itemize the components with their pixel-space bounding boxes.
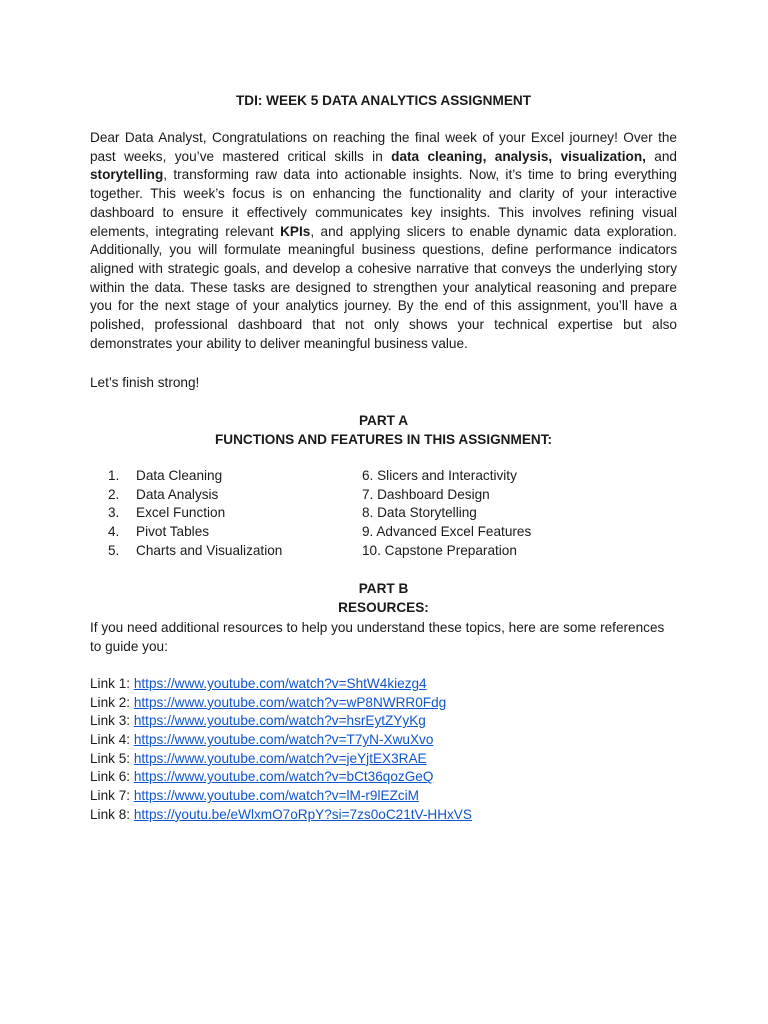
- resource-link[interactable]: https://www.youtube.com/watch?v=bCt36qozGeQ: [133, 769, 434, 785]
- link-row: [90, 712, 472, 731]
- feature-label: Excel Function: [136, 505, 226, 521]
- link-label: Link 2:: [90, 694, 134, 710]
- link-label: Link 3:: [90, 713, 134, 729]
- document-title: TDI: WEEK 5 DATA ANALYTICS ASSIGNMENT: [235, 93, 532, 108]
- intro-text-2: and: [645, 148, 677, 164]
- link-row: [90, 731, 472, 750]
- link-label: Link 1:: [90, 676, 134, 691]
- link-row: [90, 768, 472, 787]
- link-label: Link 5:: [90, 750, 134, 766]
- feature-list-left: [108, 467, 282, 560]
- intro-text-4: , and applying slicers to enable dynamic data exploration. Additionally, you will formulate meaningful business questions, define performance indicators aligned with strategic goals, and develop a cohesive narrative that conveys the underlying story within the data. These tasks are designed to strengthen your analytical reasoning and prepare you for the next stage of your analytics journey. By the end of this assignment, you’ll have a polished, professional dashboard that not only shows your technical expertise but also demonstrates your ability to deliver meaningful business value.: [90, 223, 678, 351]
- feature-item: [108, 504, 282, 523]
- feature-item: [108, 486, 282, 505]
- resource-link[interactable]: https://www.youtube.com/watch?v=ShtW4kiezg4: [133, 676, 427, 691]
- resource-link[interactable]: https://www.youtube.com/watch?v=hsrEytZYyKg: [133, 713, 426, 729]
- feature-label: Data Analysis: [136, 486, 219, 502]
- link-label: Link 6:: [90, 769, 134, 785]
- intro-bold-storytelling: storytelling: [90, 167, 164, 183]
- feature-item: [108, 467, 282, 486]
- part-a-label: PART A: [358, 413, 409, 428]
- feature-number: 5.: [108, 542, 120, 558]
- part-a-header: [90, 412, 677, 449]
- resource-link[interactable]: https://www.youtube.com/watch?v=wP8NWRR0Fdg: [133, 694, 447, 710]
- feature-list-right: [362, 467, 531, 560]
- feature-number: 3.: [108, 505, 120, 521]
- part-a-heading: FUNCTIONS AND FEATURES IN THIS ASSIGNMENT:: [214, 431, 553, 447]
- feature-number: 4.: [108, 524, 120, 540]
- feature-item: 8. Data Storytelling: [362, 505, 477, 521]
- feature-number: 1.: [108, 468, 120, 483]
- resource-link[interactable]: https://www.youtube.com/watch?v=lM-r9lEZciM: [133, 788, 420, 804]
- feature-item: [108, 523, 282, 542]
- intro-text-1: Dear Data Analyst, Congratulations on reaching the final week of your Excel journey! Over the past weeks, you’ve mastered critical skills in: [90, 130, 677, 164]
- closing-line: Let’s finish strong!: [90, 375, 200, 390]
- feature-label: Data Cleaning: [136, 468, 223, 483]
- intro-bold-skills: data cleaning, analysis, visualization,: [391, 148, 646, 164]
- part-b-label: PART B: [358, 581, 409, 596]
- feature-label: Pivot Tables: [136, 524, 210, 540]
- feature-item: 10. Capstone Preparation: [362, 542, 517, 558]
- link-row: [90, 694, 472, 713]
- link-label: Link 7:: [90, 788, 134, 804]
- feature-item: 9. Advanced Excel Features: [362, 524, 532, 540]
- feature-item: [108, 542, 282, 561]
- part-b-header: [90, 580, 677, 617]
- resource-link[interactable]: https://www.youtube.com/watch?v=T7yN-XwuXvo: [133, 732, 434, 748]
- feature-label: Charts and Visualization: [136, 542, 283, 558]
- link-row: [90, 750, 472, 769]
- resource-link[interactable]: https://www.youtube.com/watch?v=jeYjtEX3RAE: [133, 750, 427, 766]
- intro-bold-kpis: KPIs: [280, 223, 311, 239]
- feature-item: 7. Dashboard Design: [362, 486, 490, 502]
- intro-text-3: , transforming raw data into actionable insights. Now, it’s time to bring everything together. This week’s focus is on enhancing the functionality and clarity of your interactive dashboard to ensure it effectively communicates key insights. This involves refining visual elements, integrating relevant: [90, 167, 677, 239]
- link-row: [90, 787, 472, 806]
- part-b-heading: RESOURCES:: [338, 599, 429, 615]
- intro-paragraph: [90, 129, 677, 353]
- resource-link[interactable]: https://youtu.be/eWlxmO7oRpY?si=7zs0oC21tV-HHxVS: [133, 806, 472, 822]
- feature-item: 6. Slicers and Interactivity: [362, 468, 517, 483]
- feature-number: 2.: [108, 486, 120, 502]
- link-row: [90, 675, 472, 694]
- resource-links: [90, 675, 472, 825]
- link-row: [90, 806, 472, 825]
- link-label: Link 8:: [90, 806, 134, 822]
- link-label: Link 4:: [90, 732, 134, 748]
- resources-intro: If you need additional resources to help you understand these topics, here are some references to guide you:: [90, 620, 665, 654]
